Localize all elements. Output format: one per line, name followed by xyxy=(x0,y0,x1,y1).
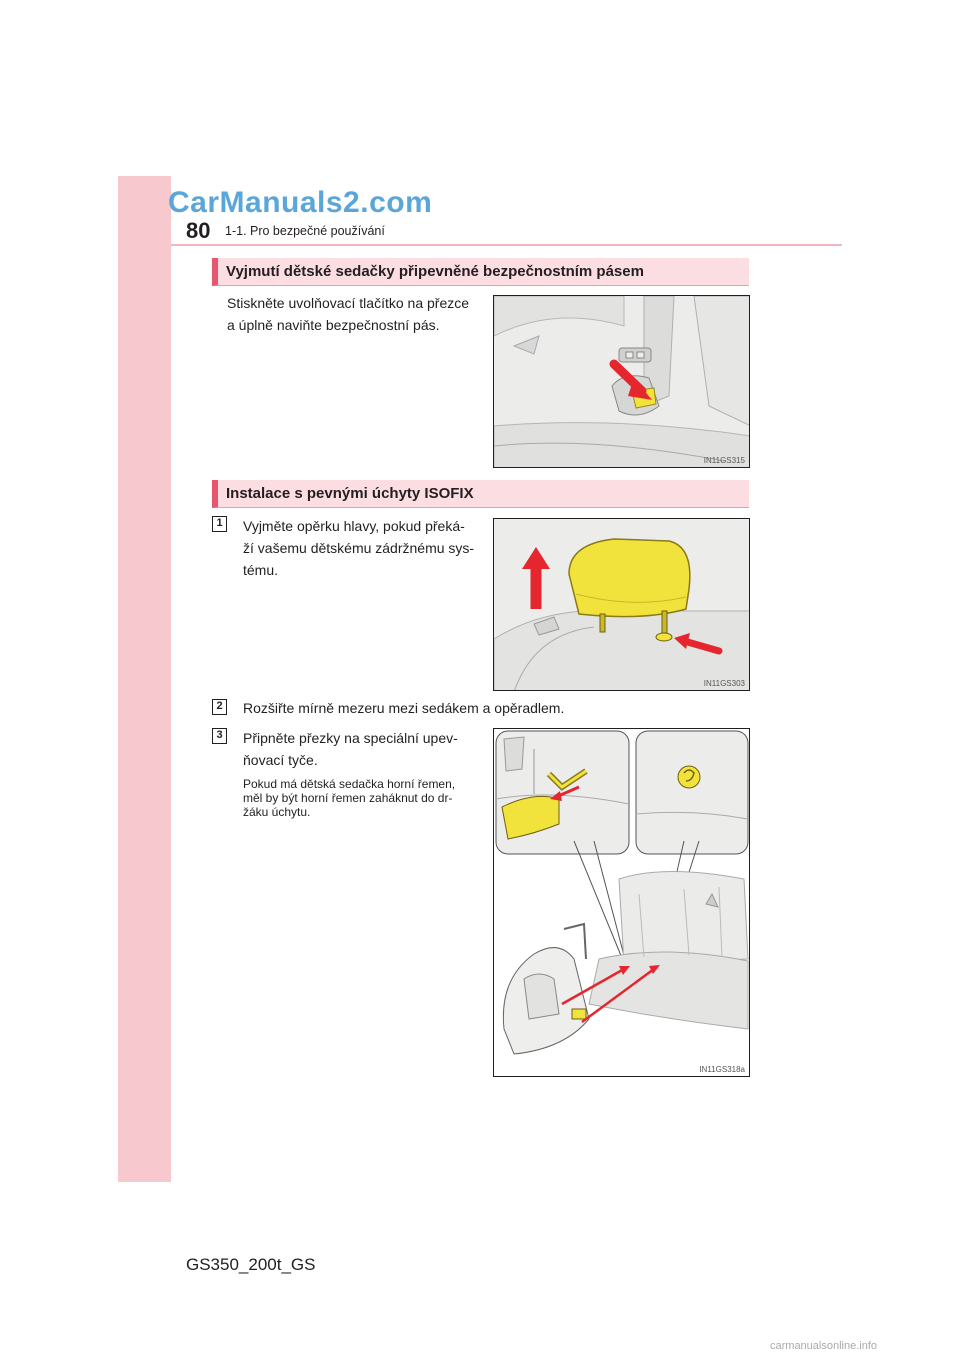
headrest-highlight xyxy=(569,539,690,617)
isofix-illustration xyxy=(494,729,750,1077)
page-sidebar xyxy=(118,176,171,1182)
step-3-note xyxy=(243,777,455,819)
header-divider xyxy=(171,244,842,246)
footer-model-code: GS350_200t_GS xyxy=(186,1255,316,1274)
watermark-logo: CarManuals2.com xyxy=(168,186,433,219)
figure-code: IN11GS303 xyxy=(703,679,745,688)
step-3-line-2: ňovací tyče. xyxy=(243,752,318,768)
removal-line-1: Stiskněte uvolňovací tlačítko na přezce xyxy=(227,295,470,311)
step-number-3: 3 xyxy=(212,728,227,744)
seatbelt-buckle-illustration xyxy=(494,296,750,468)
step-3-note-line-2: měl by být horní řemen zaháknut do dr- xyxy=(243,791,453,805)
step-2-text: Rozšiřte mírně mezeru mezi sedákem a opěradlem. xyxy=(243,700,565,716)
inset-marker-detail xyxy=(636,731,748,854)
step-number-1: 1 xyxy=(212,516,227,532)
step-number-2: 2 xyxy=(212,699,227,715)
step-3-note-line-3: žáku úchytu. xyxy=(243,805,311,819)
figure-code: IN11GS315 xyxy=(703,456,745,465)
chapter-title: 1-1. Pro bezpečné používání xyxy=(225,224,385,238)
step-1-line-2: ží vašemu dětskému zádržnému sys- xyxy=(243,540,475,556)
step-1-text xyxy=(243,515,474,581)
section-heading-isofix xyxy=(212,480,749,508)
figure-headrest-removal xyxy=(493,518,750,691)
removal-line-2: a úplně naviňte bezpečnostní pás. xyxy=(227,317,440,333)
figure-code: IN11GS318a xyxy=(699,1065,745,1074)
removal-instruction xyxy=(227,292,469,336)
page-number: 80 xyxy=(186,218,211,243)
headrest-illustration xyxy=(494,519,750,691)
step-1-line-1: Vyjměte opěrku hlavy, pokud překá- xyxy=(243,518,465,534)
figure-isofix-installation xyxy=(493,728,750,1077)
step-3-note-line-1: Pokud má dětská sedačka horní řemen, xyxy=(243,777,456,791)
step-3-line-1: Připněte přezky na speciální upev- xyxy=(243,730,458,746)
figure-buckle-release xyxy=(493,295,750,468)
step-1-line-3: tému. xyxy=(243,562,279,578)
section-heading-text: Vyjmutí dětské sedačky připevněné bezpečnostním pásem xyxy=(226,263,644,280)
section-heading-text: Instalace s pevnými úchyty ISOFIX xyxy=(226,485,474,502)
section-heading-removal xyxy=(212,258,749,286)
step-3-text xyxy=(243,727,458,771)
bottom-watermark: carmanualsonline.info xyxy=(770,1340,878,1352)
